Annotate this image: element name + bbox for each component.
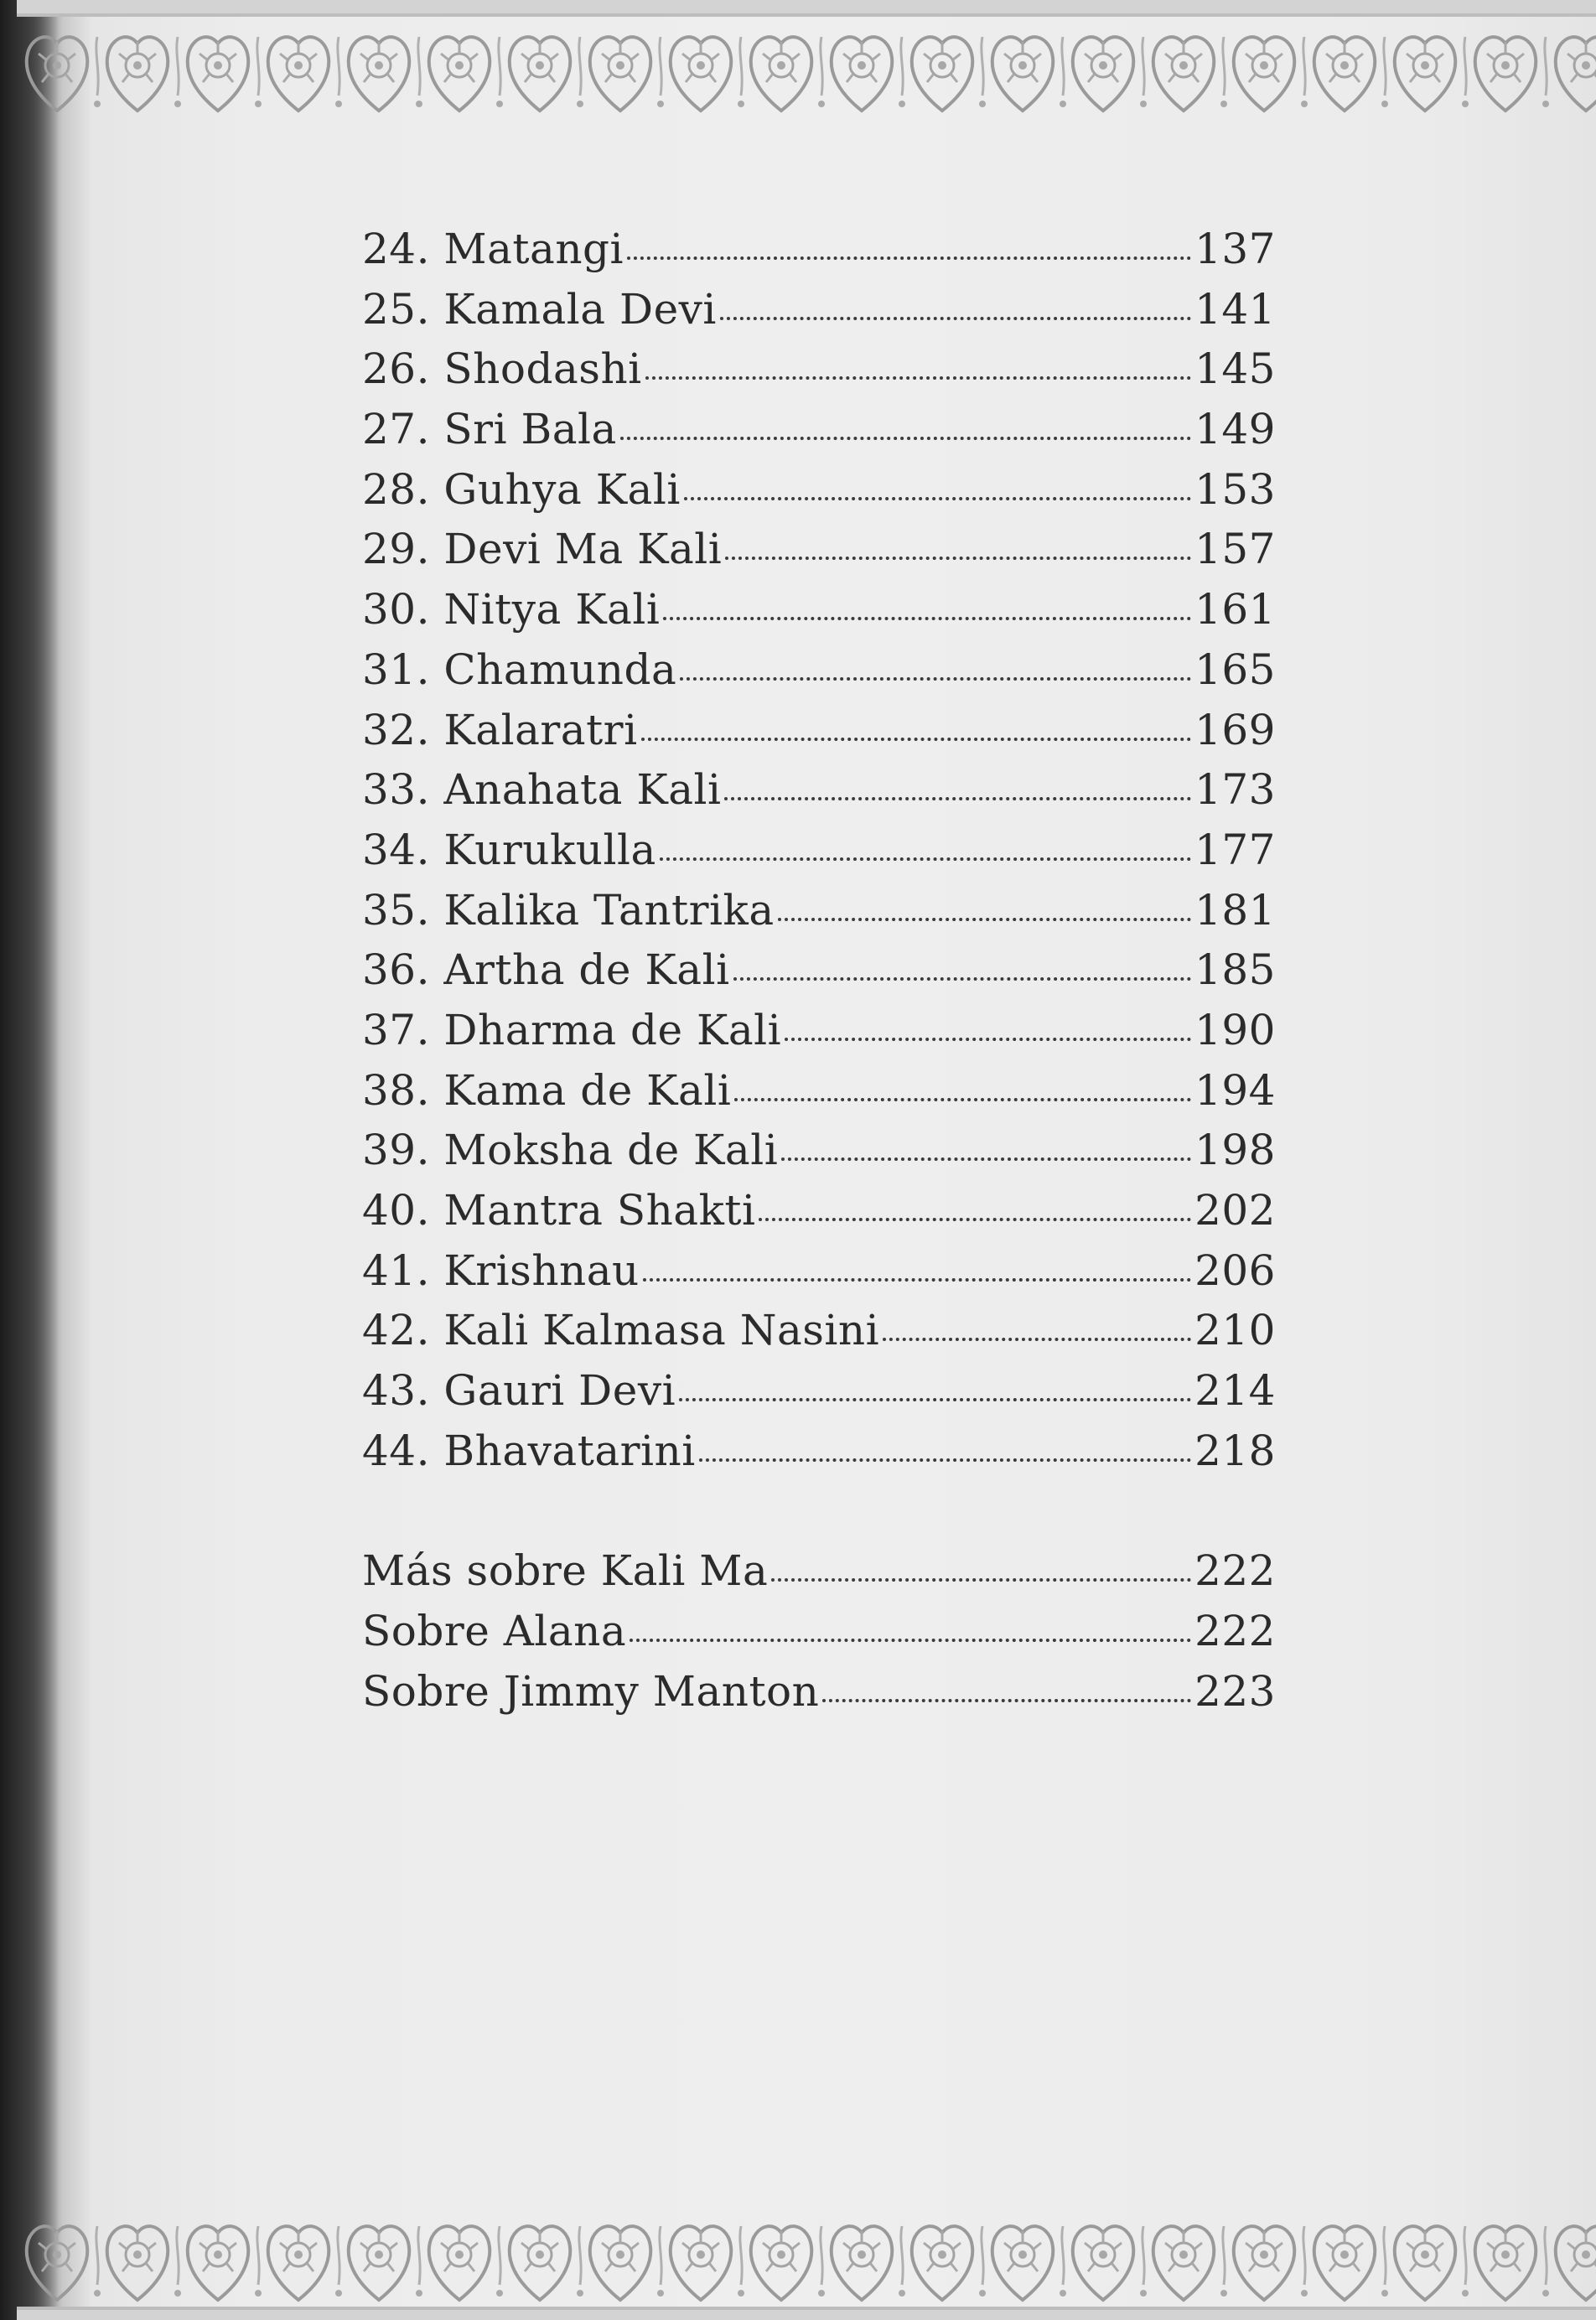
toc-chapter-list	[362, 225, 1276, 1486]
toc-entry-title: 34. Kurukulla	[362, 825, 656, 874]
toc-dot-leader	[720, 317, 1191, 320]
toc-entry	[362, 765, 1276, 826]
paisley-heart-ornament-icon	[107, 2226, 181, 2300]
toc-entry	[362, 585, 1276, 645]
toc-entry-page-number: 210	[1194, 1306, 1276, 1355]
toc-dot-leader	[680, 677, 1191, 681]
paisley-heart-ornament-icon	[510, 37, 583, 111]
toc-dot-leader	[778, 918, 1191, 921]
table-of-contents	[362, 225, 1276, 1727]
toc-entry-title: 31. Chamunda	[362, 645, 677, 694]
toc-entry-title: 30. Nitya Kali	[362, 585, 661, 634]
bottom-ornament-row	[17, 2196, 1596, 2320]
toc-entry-title: 44. Bhavatarini	[362, 1426, 696, 1475]
toc-entry-title: Sobre Alana	[362, 1607, 627, 1656]
paisley-heart-ornament-icon	[429, 2226, 503, 2300]
toc-entry	[362, 1607, 1276, 1667]
paisley-heart-ornament-icon	[832, 37, 905, 111]
toc-entry-page-number: 202	[1194, 1186, 1276, 1235]
paisley-heart-ornament-icon	[510, 2226, 583, 2300]
toc-dot-leader	[641, 738, 1191, 741]
paisley-heart-ornament-icon	[590, 37, 664, 111]
toc-entry-page-number: 169	[1194, 705, 1276, 754]
toc-entry-page-number: 181	[1194, 885, 1276, 935]
toc-entry	[362, 344, 1276, 405]
paisley-heart-ornament-icon	[1314, 37, 1388, 111]
paisley-heart-ornament-icon	[1073, 2226, 1147, 2300]
paisley-heart-ornament-icon	[992, 2226, 1066, 2300]
toc-dot-leader	[645, 376, 1191, 380]
toc-entry-title: 42. Kali Kalmasa Nasini	[362, 1306, 880, 1355]
toc-entry-title: Más sobre Kali Ma	[362, 1546, 769, 1596]
toc-entry	[362, 1126, 1276, 1186]
toc-dot-leader	[699, 1458, 1191, 1462]
toc-entry-page-number: 173	[1194, 765, 1276, 815]
toc-entry-page-number: 218	[1194, 1426, 1276, 1475]
paisley-heart-ornament-icon	[107, 37, 181, 111]
paisley-heart-ornament-icon	[1153, 2226, 1227, 2300]
toc-entry-page-number: 161	[1194, 585, 1276, 634]
toc-dot-leader	[725, 557, 1191, 560]
toc-entry	[362, 1306, 1276, 1366]
paisley-heart-ornament-icon	[1475, 37, 1549, 111]
top-ornamental-border	[17, 0, 1596, 126]
toc-dot-leader	[620, 437, 1191, 440]
toc-entry-title: 24. Matangi	[362, 225, 624, 273]
paisley-heart-ornament-icon	[1556, 2226, 1596, 2300]
toc-entry	[362, 465, 1276, 526]
toc-dot-leader	[883, 1338, 1191, 1341]
toc-entry-title: 27. Sri Bala	[362, 405, 617, 454]
toc-dot-leader	[781, 1157, 1191, 1161]
toc-entry-title: 28. Guhya Kali	[362, 464, 681, 514]
toc-entry-page-number: 190	[1194, 1005, 1276, 1054]
toc-dot-leader	[822, 1699, 1191, 1702]
toc-entry	[362, 1186, 1276, 1246]
toc-entry	[362, 1246, 1276, 1307]
toc-entry-title: 36. Artha de Kali	[362, 945, 730, 995]
toc-entry	[362, 826, 1276, 886]
toc-entry	[362, 706, 1276, 766]
paisley-heart-ornament-icon	[1234, 37, 1308, 111]
toc-section-gap	[362, 1486, 1276, 1546]
paisley-heart-ornament-icon	[188, 37, 262, 111]
paisley-heart-ornament-icon	[349, 37, 422, 111]
paisley-heart-ornament-icon	[1073, 37, 1147, 111]
toc-entry-page-number: 185	[1194, 945, 1276, 995]
toc-dot-leader	[785, 1038, 1191, 1041]
paisley-heart-ornament-icon	[671, 37, 744, 111]
toc-entry-page-number: 222	[1194, 1546, 1276, 1596]
paisley-heart-ornament-icon	[832, 2226, 905, 2300]
toc-entry-page-number: 206	[1194, 1245, 1276, 1295]
toc-entry-title: 37. Dharma de Kali	[362, 1005, 782, 1054]
paisley-heart-ornament-icon	[912, 2226, 986, 2300]
paisley-heart-ornament-icon	[1314, 2226, 1388, 2300]
toc-entry	[362, 645, 1276, 706]
toc-entry-page-number: 198	[1194, 1126, 1276, 1175]
paisley-heart-ornament-icon	[429, 37, 503, 111]
toc-entry-title: 43. Gauri Devi	[362, 1366, 676, 1416]
toc-entry-page-number: 165	[1194, 645, 1276, 694]
toc-entry-title: 40. Mantra Shakti	[362, 1186, 756, 1235]
toc-entry	[362, 1667, 1276, 1727]
toc-entry-page-number: 153	[1194, 464, 1276, 514]
toc-entry	[362, 285, 1276, 345]
paisley-heart-ornament-icon	[268, 2226, 342, 2300]
paisley-heart-ornament-icon	[751, 37, 825, 111]
toc-dot-leader	[627, 256, 1191, 260]
toc-back-matter-list	[362, 1546, 1276, 1727]
toc-entry-title: 35. Kalika Tantrika	[362, 885, 775, 935]
paisley-heart-ornament-icon	[27, 2226, 101, 2300]
toc-dot-leader	[771, 1578, 1191, 1582]
toc-entry	[362, 1546, 1276, 1607]
toc-dot-leader	[759, 1218, 1191, 1221]
paisley-heart-ornament-icon	[27, 37, 101, 111]
book-spine-shadow	[0, 0, 59, 2320]
paisley-heart-ornament-icon	[1556, 37, 1596, 111]
toc-dot-leader	[734, 1098, 1191, 1101]
toc-entry-page-number: 137	[1194, 225, 1276, 273]
toc-entry-title: 39. Moksha de Kali	[362, 1126, 779, 1175]
toc-entry-page-number: 223	[1194, 1666, 1276, 1716]
paisley-heart-ornament-icon	[1234, 2226, 1308, 2300]
toc-entry-page-number: 194	[1194, 1065, 1276, 1115]
toc-entry	[362, 405, 1276, 465]
toc-dot-leader	[724, 797, 1191, 800]
paisley-heart-ornament-icon	[671, 2226, 744, 2300]
toc-dot-leader	[663, 617, 1191, 620]
toc-entry-page-number: 177	[1194, 825, 1276, 874]
toc-entry-page-number: 222	[1194, 1607, 1276, 1656]
toc-dot-leader	[679, 1398, 1191, 1401]
toc-entry-title: 29. Devi Ma Kali	[362, 525, 723, 574]
toc-dot-leader	[630, 1639, 1191, 1642]
toc-entry-page-number: 141	[1194, 284, 1276, 334]
toc-entry-title: 32. Kalaratri	[362, 705, 638, 754]
toc-dot-leader	[660, 857, 1191, 861]
paisley-heart-ornament-icon	[349, 2226, 422, 2300]
toc-entry-title: 33. Anahata Kali	[362, 765, 722, 815]
toc-entry	[362, 1366, 1276, 1427]
paisley-heart-ornament-icon	[751, 2226, 825, 2300]
toc-entry-page-number: 157	[1194, 525, 1276, 574]
toc-entry-title: 25. Kamala Devi	[362, 284, 717, 334]
toc-entry	[362, 225, 1276, 285]
toc-dot-leader	[643, 1278, 1191, 1282]
toc-entry-page-number: 149	[1194, 405, 1276, 454]
top-ornament-row	[17, 0, 1596, 126]
toc-entry	[362, 1006, 1276, 1066]
toc-entry-page-number: 214	[1194, 1366, 1276, 1416]
toc-entry	[362, 1427, 1276, 1487]
toc-entry-page-number: 145	[1194, 344, 1276, 394]
toc-entry-title: 41. Krishnau	[362, 1245, 640, 1295]
toc-dot-leader	[684, 497, 1191, 500]
paisley-heart-ornament-icon	[992, 37, 1066, 111]
paisley-heart-ornament-icon	[188, 2226, 262, 2300]
toc-entry-title: 38. Kama de Kali	[362, 1065, 732, 1115]
paisley-heart-ornament-icon	[1395, 37, 1469, 111]
toc-entry	[362, 1066, 1276, 1126]
toc-entry	[362, 945, 1276, 1006]
bottom-ornamental-border	[17, 2196, 1596, 2320]
toc-entry-title: 26. Shodashi	[362, 344, 642, 394]
toc-entry-title: Sobre Jimmy Manton	[362, 1666, 820, 1716]
paisley-heart-ornament-icon	[1475, 2226, 1549, 2300]
paisley-heart-ornament-icon	[268, 37, 342, 111]
paisley-heart-ornament-icon	[912, 37, 986, 111]
toc-dot-leader	[733, 977, 1192, 981]
paisley-heart-ornament-icon	[1153, 37, 1227, 111]
paisley-heart-ornament-icon	[1395, 2226, 1469, 2300]
toc-entry	[362, 886, 1276, 946]
paisley-heart-ornament-icon	[590, 2226, 664, 2300]
toc-entry	[362, 525, 1276, 585]
